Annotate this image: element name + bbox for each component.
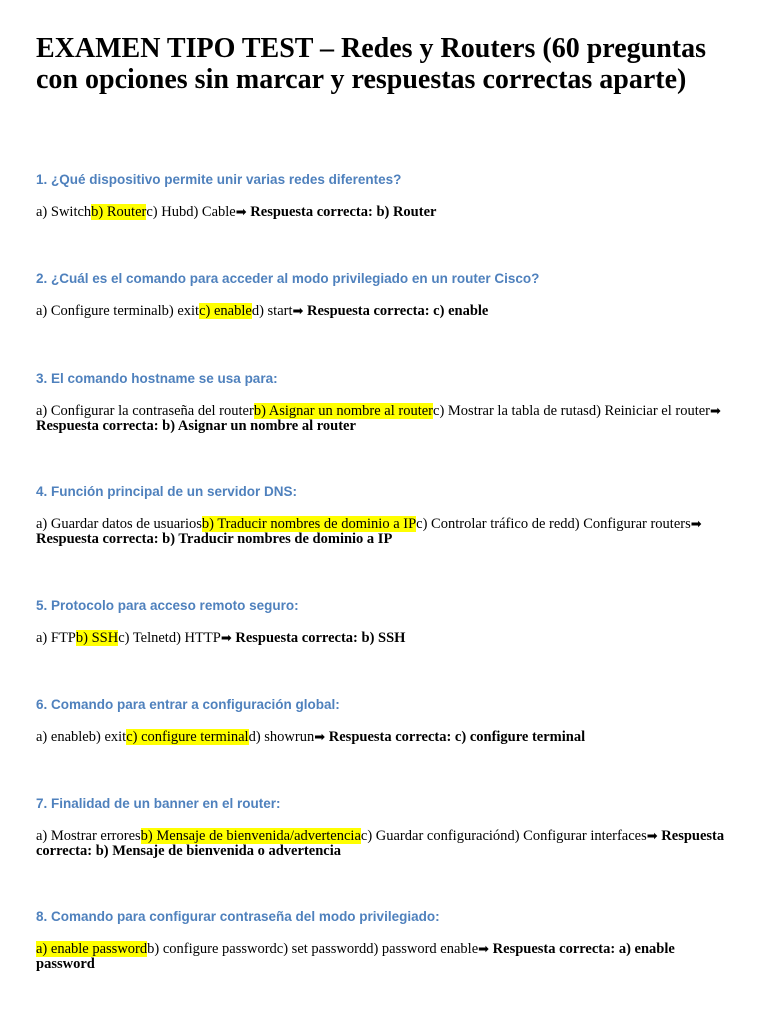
- option-c: c) Hub: [146, 204, 187, 220]
- arrow-right-icon: ➡: [478, 942, 490, 957]
- answer-line: [36, 730, 736, 745]
- option-a: a) Guardar datos de usuarios: [36, 516, 202, 532]
- option-a: a) Configure terminal: [36, 303, 162, 319]
- question-text: 7. Finalidad de un banner en el router:: [36, 796, 281, 811]
- question-text: 4. Función principal de un servidor DNS:: [36, 484, 298, 499]
- correct-answer: Respuesta correcta: b) Asignar un nombre al router: [36, 418, 356, 434]
- question-block: [36, 483, 736, 547]
- option-b: b) exit: [88, 729, 127, 745]
- option-b: b) SSH: [75, 630, 119, 646]
- question-text: 2. ¿Cuál es el comando para acceder al modo privilegiado en un router Cisco?: [36, 271, 540, 286]
- option-c: c) enable: [199, 303, 252, 319]
- question-text: 8. Comando para configurar contraseña del modo privilegiado:: [36, 909, 440, 924]
- option-a: a) Switch: [36, 204, 92, 220]
- option-c: c) Controlar tráfico de red: [416, 516, 568, 532]
- question-text: 3. El comando hostname se usa para:: [36, 371, 278, 386]
- arrow-right-icon: ➡: [314, 730, 326, 745]
- answer-line: [36, 517, 736, 547]
- option-d: d) showrun: [248, 729, 315, 745]
- option-a: a) Configurar la contraseña del router: [36, 403, 254, 419]
- option-c: c) Mostrar la tabla de rutas: [433, 403, 589, 419]
- arrow-right-icon: ➡: [710, 404, 721, 419]
- option-c: c) set password: [276, 941, 367, 957]
- answer-line: [36, 942, 736, 972]
- question-block: [36, 597, 736, 646]
- answer-line: [36, 829, 736, 859]
- question-block: [36, 270, 736, 319]
- option-d: d) HTTP: [168, 630, 221, 646]
- arrow-right-icon: ➡: [292, 304, 304, 319]
- arrow-right-icon: ➡: [646, 829, 658, 844]
- correct-answer: Respuesta correcta: b) SSH: [235, 630, 406, 646]
- question-block: [36, 908, 736, 972]
- question-text: 6. Comando para entrar a configuración global:: [36, 697, 340, 712]
- page-title: EXAMEN TIPO TEST – Redes y Routers (60 preguntas con opciones sin marcar y respuestas correctas aparte): [36, 33, 707, 95]
- option-b: b) Asignar un nombre al router: [253, 403, 434, 419]
- correct-answer: Respuesta correcta: c) enable: [307, 303, 489, 319]
- option-c: c) Telnet: [118, 630, 169, 646]
- option-c: c) Guardar configuración: [360, 828, 508, 844]
- correct-answer: Respuesta correcta: a) enable password: [36, 941, 675, 972]
- answer-line: [36, 404, 736, 434]
- question-block: [36, 696, 736, 745]
- option-b: b) Router: [91, 204, 147, 220]
- option-d: d) Configurar routers: [567, 516, 691, 532]
- question-block: [36, 370, 736, 434]
- option-d: d) Reiniciar el router: [588, 403, 711, 419]
- arrow-right-icon: ➡: [690, 517, 702, 532]
- option-d: d) Configurar interfaces: [507, 828, 647, 844]
- option-d: d) password enable: [366, 941, 479, 957]
- question-text: 5. Protocolo para acceso remoto seguro:: [36, 598, 299, 613]
- option-a: a) enable: [36, 729, 89, 745]
- correct-answer: Respuesta correcta: b) Traducir nombres de dominio a IP: [36, 531, 393, 547]
- question-block: [36, 171, 736, 220]
- option-d: d) start: [251, 303, 293, 319]
- question-text: 1. ¿Qué dispositivo permite unir varias redes diferentes?: [36, 172, 402, 187]
- answer-line: [36, 304, 736, 319]
- correct-answer: Respuesta correcta: c) configure terminal: [328, 729, 586, 745]
- arrow-right-icon: ➡: [220, 631, 232, 646]
- option-b: b) Traducir nombres de dominio a IP: [201, 516, 417, 532]
- option-a: a) enable password: [36, 941, 148, 957]
- option-b: b) Mensaje de bienvenida/advertencia: [140, 828, 361, 844]
- correct-answer: Respuesta correcta: b) Mensaje de bienvenida o advertencia: [36, 828, 725, 859]
- answer-line: [36, 631, 736, 646]
- option-a: a) FTP: [36, 630, 76, 646]
- arrow-right-icon: ➡: [235, 205, 247, 220]
- option-c: c) configure terminal: [126, 729, 249, 745]
- option-b: b) exit: [161, 303, 200, 319]
- question-block: [36, 795, 736, 859]
- correct-answer: Respuesta correcta: b) Router: [250, 204, 437, 220]
- option-d: d) Cable: [186, 204, 236, 220]
- option-b: b) configure password: [147, 941, 277, 957]
- option-a: a) Mostrar errores: [36, 828, 141, 844]
- answer-line: [36, 205, 736, 220]
